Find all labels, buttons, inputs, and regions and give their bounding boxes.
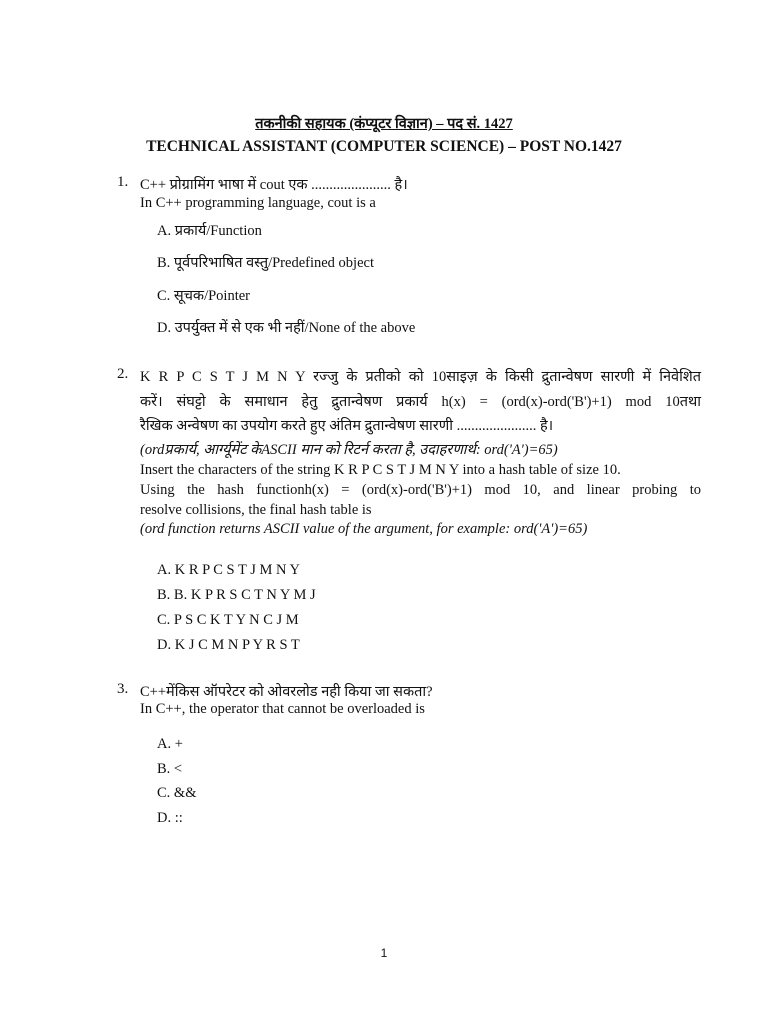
question-2-hindi-line-2: करें। संघट्टो के समाधान हेतु द्रुतान्वेषण प्रकार्य h(x) = (ord(x)-ord('B')+1) mod 10तथा	[140, 394, 701, 410]
question-3-option-c: C. &&	[157, 785, 197, 801]
question-3-number: 3.	[117, 681, 129, 697]
question-3-option-a: A. +	[157, 736, 183, 752]
question-2-english-line-1: Insert the characters of the string K R P C S T J M N Y into a hash table of size 10.	[140, 462, 621, 478]
question-2-hindi-note: (ordप्रकार्य, आर्ग्यूमेंट केASCII मान को रिटर्न करता है, उदाहरणार्थ: ord('A')=65)	[140, 442, 558, 458]
question-2-option-c: C. P S C K T Y N C J M	[157, 612, 299, 628]
question-3-option-d: D. ::	[157, 810, 183, 826]
question-3-option-b: B. <	[157, 761, 183, 777]
question-2-option-d: D. K J C M N P Y R S T	[157, 637, 300, 653]
question-2-english-line-2: Using the hash functionh(x) = (ord(x)-ord('B')+1) mod 10, and linear probing to	[140, 482, 701, 498]
question-1-english: In C++ programming language, cout is a	[140, 195, 376, 211]
question-1-option-c: C. सूचक/Pointer	[157, 288, 250, 304]
question-2-hindi-line-3: रैखिक अन्वेषण का उपयोग करते हुए अंतिम द्रुतान्वेषण सारणी ...................... है।	[140, 418, 554, 434]
question-2-number: 2.	[117, 366, 129, 382]
question-1-option-d: D. उपर्युक्त में से एक भी नहीं/None of the above	[157, 320, 416, 336]
question-2-option-b: B. B. K P R S C T N Y M J	[157, 587, 316, 603]
question-3-english: In C++, the operator that cannot be overloaded is	[140, 701, 425, 717]
question-1-hindi: C++ प्रोग्रामिंग भाषा में cout एक ...................... है।	[140, 177, 408, 193]
question-2-hindi-line-1: K R P C S T J M N Y रज्जु के प्रतीको को 10साइज़ के किसी द्रुतान्वेषण सारणी में निवेशित	[140, 369, 701, 385]
title-hindi: तकनीकी सहायक (कंप्यूटर विज्ञान) – पद सं. 1427	[255, 116, 513, 132]
question-2-option-a: A. K R P C S T J M N Y	[157, 562, 301, 578]
title-english: TECHNICAL ASSISTANT (COMPUTER SCIENCE) – POST NO.1427	[146, 138, 622, 155]
question-2-english-line-3: resolve collisions, the final hash table is	[140, 502, 372, 518]
page-number: 1	[380, 946, 388, 960]
question-3-hindi: C++मेंकिस ऑपरेटर को ओवरलोड नही किया जा सकता?	[140, 684, 433, 700]
question-1-option-a: A. प्रकार्य/Function	[157, 223, 262, 239]
question-1-option-b: B. पूर्वपरिभाषित वस्तु/Predefined object	[157, 255, 374, 271]
question-1-number: 1.	[117, 174, 129, 190]
question-2-english-note: (ord function returns ASCII value of the argument, for example: ord('A')=65)	[140, 521, 588, 537]
